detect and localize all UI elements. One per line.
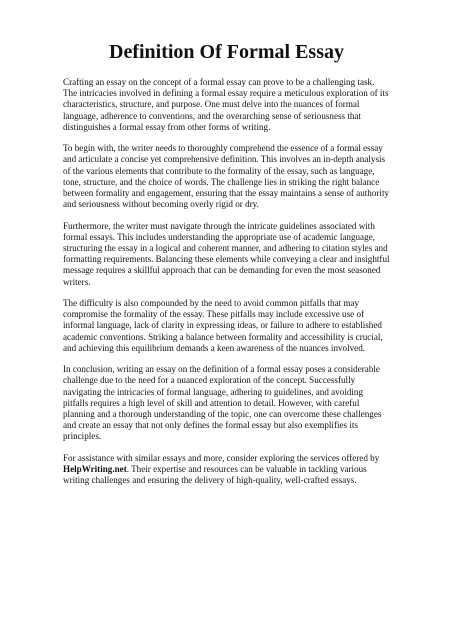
paragraph-definition: To begin with, the writer needs to thoroughly comprehend the essence of a formal essay and articulate a concise yet comprehensive definition. This involves an in-depth analysis of the various elements that contribute to the formality of the essay, such as language, tone, structure, and the choice of words. The challenge lies in striking the right balance between formality and engagement, ensuring that the essay maintains a sense of authority and seriousness without becoming overly rigid or dry.	[63, 143, 390, 210]
paragraph-guidelines: Furthermore, the writer must navigate through the intricate guidelines associated with formal essays. This includes understanding the appropriate use of academic language, structuring the essay in a logical and coherent manner, and adhering to citation styles and formatting requirements. Balancing these elements while conveying a clear and insightful message requires a skillful approach that can be demanding for even the most seasoned writers.	[63, 220, 390, 287]
brand-name: HelpWriting.net	[63, 464, 127, 475]
document-title: Definition Of Formal Essay	[109, 41, 344, 63]
paragraph-closing	[63, 453, 390, 487]
paragraph-pitfalls: The difficulty is also compounded by the need to avoid common pitfalls that may compromise the formality of the essay. These pitfalls may include excessive use of informal language, lack of clarity in expressing ideas, or failure to adhere to established academic conventions. Striking a balance between formality and accessibility is crucial, and achieving this equilibrium demands a keen awareness of the nuances involved.	[63, 298, 383, 353]
closing-text-before: For assistance with similar essays and more, consider exploring the services offered by	[63, 452, 380, 463]
closing-text-after: . Their expertise and resources can be valuable in tackling various writing challenges and ensuring the delivery of high-quality, well-crafted essays.	[63, 464, 367, 486]
paragraph-intro: Crafting an essay on the concept of a formal essay can prove to be a challenging task. The intricacies involved in defining a formal essay require a meticulous exploration of its characteristics, structure, and purpose. One must delve into the nuances of formal language, adherence to conventions, and the overarching sense of seriousness that distinguishes a formal essay from other forms of writing.	[63, 77, 389, 132]
paragraph-conclusion: In conclusion, writing an essay on the definition of a formal essay poses a considerable challenge due to the need for a nuanced exploration of the concept. Successfully navigating the intricacies of formal language, adhering to guidelines, and avoiding pitfalls requires a high level of skill and attention to detail. However, with careful planning and a thorough understanding of the topic, one can overcome these challenges and create an essay that not only defines the formal essay but also exemplifies its principles.	[63, 364, 382, 442]
